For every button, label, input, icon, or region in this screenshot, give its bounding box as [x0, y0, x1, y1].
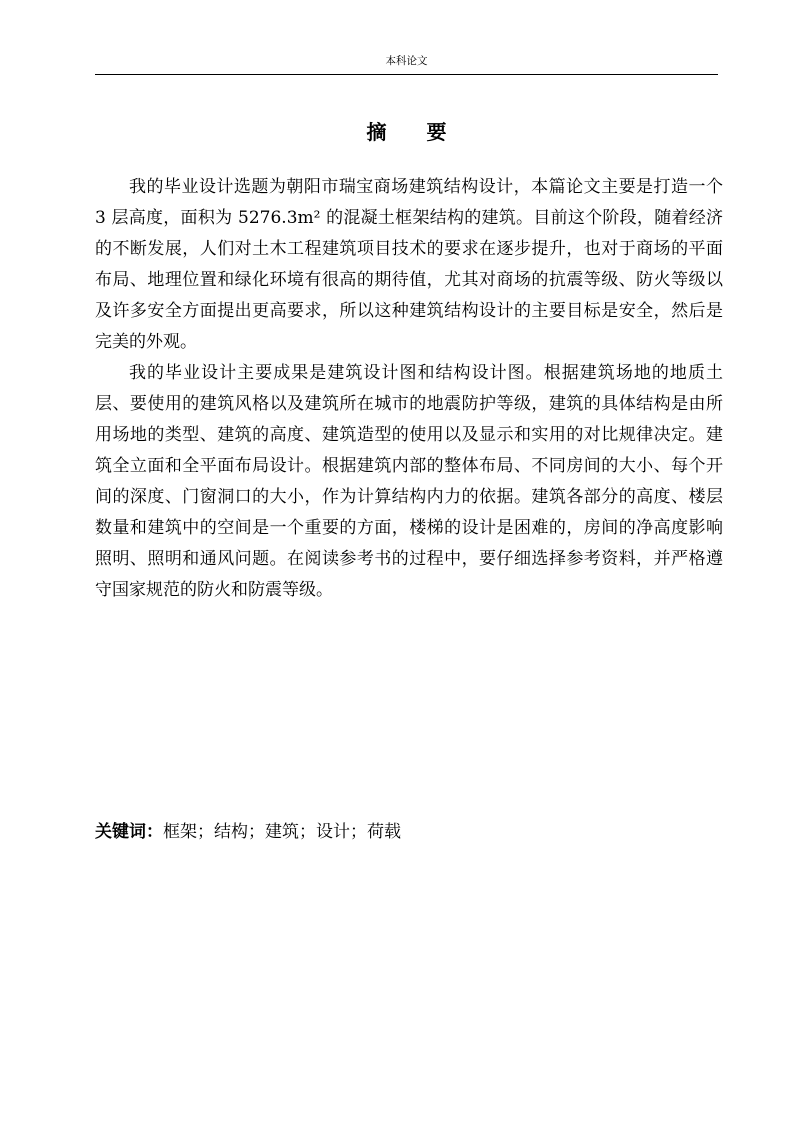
abstract-title-char-2: 要 [426, 120, 447, 144]
keywords-text: 框架；结构；建筑；设计；荷载 [163, 822, 401, 842]
abstract-paragraph-2: 我的毕业设计主要成果是建筑设计图和结构设计图。根据建筑场地的地质土层、要使用的建筑风格以及建筑所在城市的地震防护等级，建筑的具体结构是由所用场地的类型、建筑的高度、建筑造型的使用以及显示和实用的对比规律决定。建筑全立面和全平面布局设计。根据建筑内部的整体布局、不同房间的大小、每个开间的深度、门窗洞口的大小，作为计算结构内力的依据。建筑各部分的高度、楼层数量和建筑中的空间是一个重要的方面，楼梯的设计是困难的，房间的净高度影响照明、照明和通风问题。在阅读参考书的过程中，要仔细选择参考资料，并严格遵守国家规范的防火和防震等级。 [95, 363, 723, 600]
keywords-line [95, 818, 718, 846]
keywords-label: 关键词： [95, 822, 163, 842]
running-title: 本科论文 [385, 55, 428, 67]
page-header [95, 53, 718, 75]
abstract-body [95, 172, 723, 606]
abstract-paragraph-1: 我的毕业设计选题为朝阳市瑞宝商场建筑结构设计，本篇论文主要是打造一个 3 层高度，面积为 5276.3m² 的混凝土框架结构的建筑。目前这个阶段，随着经济的不断发展，人们对土木工程建筑项目技术的要求在逐步提升，也对于商场的平面布局、地理位置和绿化环境有很高的期待值，尤其对商场的抗震等级、防火等级以及许多安全方面提出更高要求，所以这种建筑结构设计的主要目标是安全，然后是完美的外观。 [95, 177, 723, 352]
abstract-title [95, 117, 718, 147]
abstract-title-char-1: 摘 [366, 120, 387, 144]
